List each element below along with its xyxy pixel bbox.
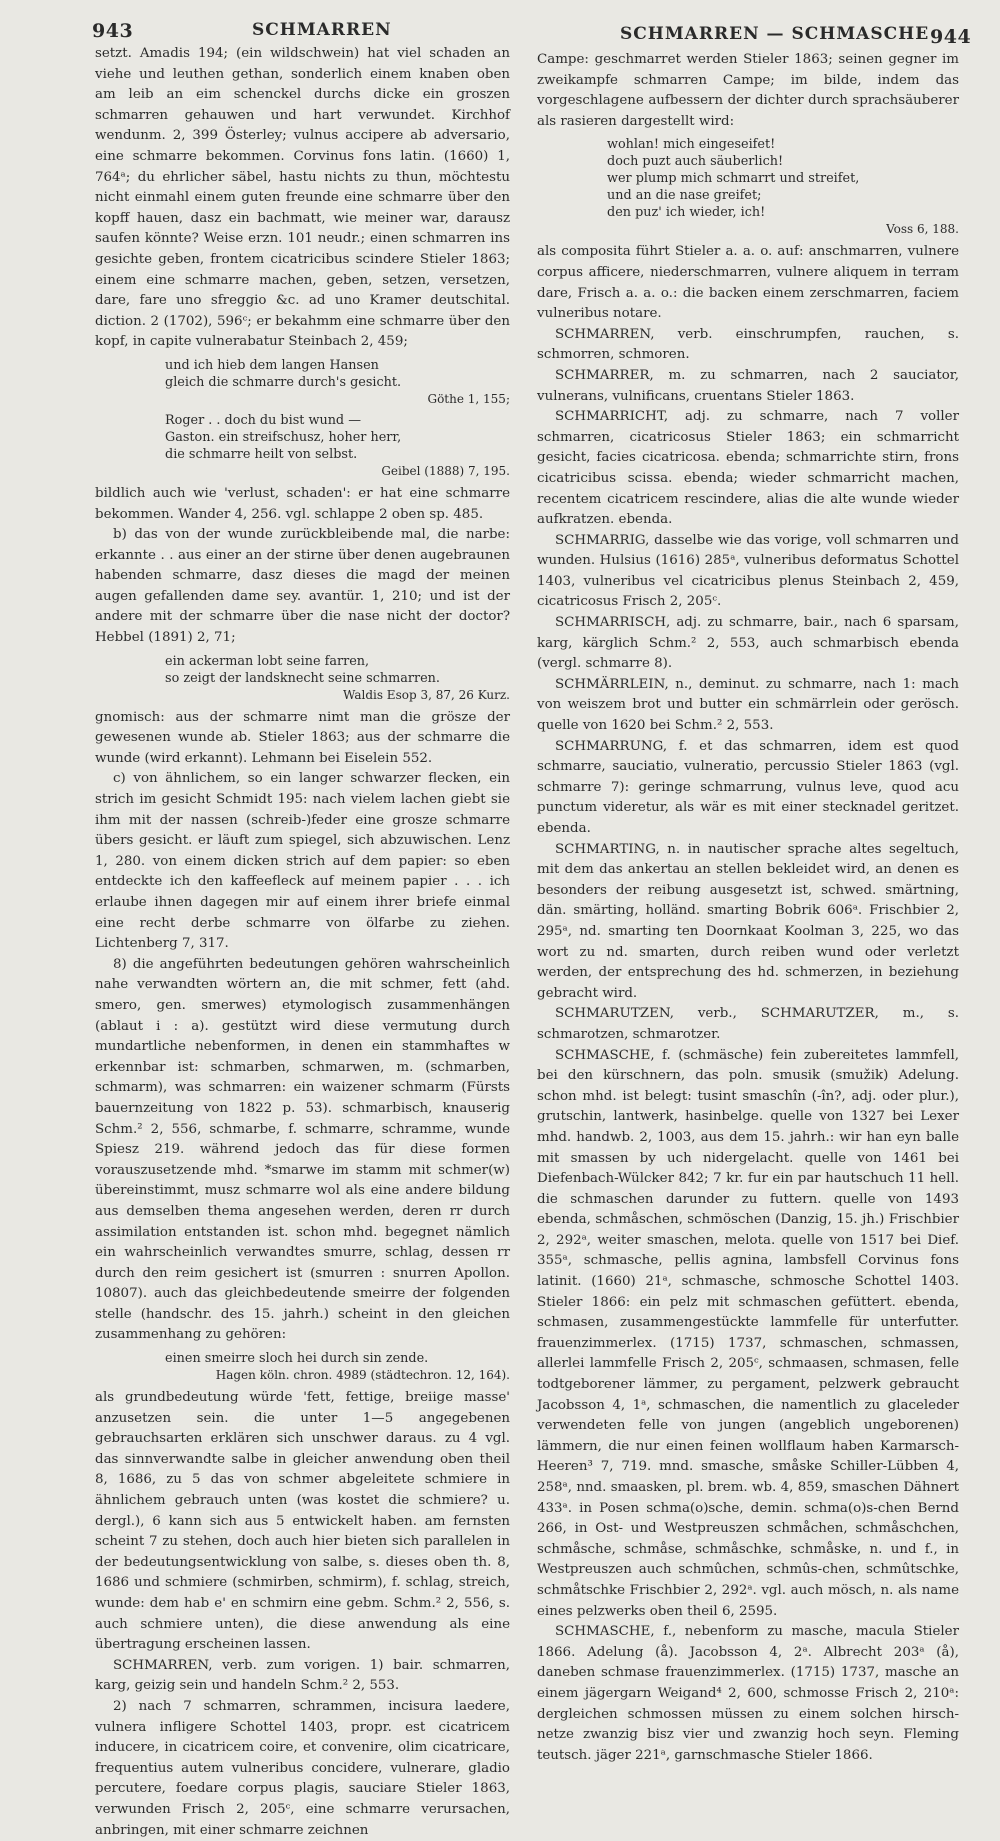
verse-quote bbox=[95, 653, 510, 704]
verse-source: Göthe 1, 155; bbox=[427, 391, 510, 406]
right-page-number: 944 bbox=[930, 26, 972, 48]
dictionary-entry: SCHMÄRRLEIN, n., deminut. zu schmarre, nach 1: mach von weiszem brot und butter ein schmärrlein oder gerösch. quelle von 1620 bei Schm.² 2, 553. bbox=[537, 676, 959, 734]
entry-paragraph: bildlich auch wie 'verlust, schaden': er hat eine schmarre bekommen. Wander 4, 256. vgl. schlappe 2 oben sp. 485. bbox=[95, 485, 510, 522]
left-column bbox=[95, 44, 510, 1841]
dictionary-entry: SCHMASCHE, f., nebenform zu masche, macula Stieler 1866. Adelung (å). Jacobsson 4, 2ᵃ. Albrecht 203ᵃ (å), daneben schmase frauenzimmerlex. (1715) 1737, masche an einem jägergarn Weigand⁴ 2, 600, schmosse Frisch 2, 210ᵃ: dergleichen schmossen müssen zu einem solchen hirsch-netze zwanzig bisz vier und zwanzig hoch seyn. Fleming teutsch. jäger 221ᵃ, garnschmasche Stieler 1866. bbox=[537, 1624, 959, 1763]
right-running-head: SCHMARREN — SCHMASCHE bbox=[620, 24, 930, 44]
verse-quote bbox=[95, 1350, 510, 1384]
verse-source: Geibel (1888) 7, 195. bbox=[381, 463, 510, 478]
entry-paragraph: gnomisch: aus der schmarre nimt man die grösze der gewesenen wunde ab. Stieler 1863; aus der schmarre die wunde (wird erkannt). Lehmann bei Eiselein 552. bbox=[95, 709, 510, 766]
verse-source: Hagen köln. chron. 4989 (städtechron. 12, 164). bbox=[215, 1368, 510, 1383]
verse-text: ein ackerman lobt seine farren, so zeigt der landsknecht seine schmarren. bbox=[165, 653, 440, 686]
right-column bbox=[537, 50, 959, 1766]
dictionary-entry: SCHMARRER, m. zu schmarren, nach 2 sauciator, vulnerans, vulnificans, cruentans Stieler 1863. bbox=[537, 367, 959, 404]
entry-paragraph: 2) nach 7 schmarren, schrammen, incisura laedere, vulnera infligere Schottel 1403, propr. est cicatricem inducere, in cicatricem coire, et convenire, olim cicatricare, frequentius autem vulneribus concidere, vulnerare, gladio percutere, foedare corpus plagis, sauciare Stieler 1863, verwunden Frisch 2, 205ᶜ, eine schmarre verursachen, anbringen, mit einer schmarre zeichnen bbox=[95, 1698, 510, 1838]
dictionary-entry: SCHMARREN, verb. einschrumpfen, rauchen, s. schmorren, schmoren. bbox=[537, 326, 959, 363]
verse-quote bbox=[95, 412, 510, 480]
left-running-head: SCHMARREN bbox=[252, 20, 392, 40]
entry-paragraph: als grundbedeutung würde 'fett, fettige, breiige masse' anzusetzen sein. die unter 1—5 angegebenen gebrauchsarten erklären sich unschwer daraus. zu 4 vgl. das sinnverwandte salbe in gleicher anwendung oben theil 8, 1686, zu 5 das von schmer abgeleitete schmiere in ähnlichem gebrauch unten (was kostet die schmiere? u. dergl.), 6 kann sich aus 5 entwickelt haben. am fernsten scheint 7 zu stehen, doch auch hier bieten sich parallelen in der bedeutungsentwicklung von salbe, s. dieses oben th. 8, 1686 und schmiere (schmirben, schmirm), f. schlag, streich, wunde: dem hab e' en schmirn eine gebm. Schm.² 2, 556, s. auch schmiere unten), die diese anwendung als eine übertragung erscheinen lassen. bbox=[95, 1390, 510, 1653]
verse-text: und ich hieb dem langen Hansen gleich die schmarre durch's gesicht. bbox=[165, 357, 402, 390]
dictionary-entry: SCHMARUTZEN, verb., SCHMARUTZER, m., s. schmarotzen, schmarotzer. bbox=[537, 1006, 959, 1042]
entry-paragraph: 8) die angeführten bedeutungen gehören wahrscheinlich nahe verwandten wörtern an, die mit schmer, fett (ahd. smero, gen. smerwes) etymologisch zusammenhängen (ablaut i : a). gestützt wird diese vermutung durch mundartliche nebenformen, in denen ein stammhaftes w erkennbar ist: schmarben, schmarwen, m. (schmarben, schmarm), was schmarren: ein waizener schmarm (Fürsts bauernzeitung von 1822 p. 53). schmarbisch, knauserig Schm.² 2, 556, schmarbe, f. schmarre, schramme, wunde Spiesz 219. während jedoch das für diese formen vorauszusetzende mhd. *smarwe im stamm mit schmer(w) übereinstimmt, musz schmarre wol als eine andere bildung aus demselben thema angesehen werden, deren rr durch assimilation entstanden ist. schon mhd. begegnet nämlich ein wahrscheinlich verwandtes smurre, schlag, dessen rr durch den reim gesichert ist (smurren : snurren Apollon. 10807). auch das gleichbedeutende smeirre der folgenden stelle (handschr. des 15. jahrh.) scheint in den gleichen zusammenhang zu gehören: bbox=[95, 956, 510, 1343]
entry-paragraph: Campe: geschmarret werden Stieler 1863; seinen gegner im zweikampfe schmarren Campe; im bilde, indem das vorgeschlagene aufbessern der dichter durch sprachsäuberer als rasieren dargestellt wird: bbox=[537, 52, 959, 129]
dictionary-entry: SCHMARRISCH, adj. zu schmarre, bair., nach 6 sparsam, karg, kärglich Schm.² 2, 553, auch schmarbisch ebenda (vergl. schmarre 8). bbox=[537, 615, 959, 672]
entry-paragraph: b) das von der wunde zurückbleibende mal, die narbe: erkannte . . aus einer an der stirne über denen augebraunen habenden schmarre, dasz dieses die magd der meinen augen gefallenden dame sey. avantür. 1, 210; und ist der andere mit der schmarre über die nase nicht der doctor? Hebbel (1891) 2, 71; bbox=[95, 527, 510, 646]
dictionary-entry: SCHMARRUNG, f. et das schmarren, idem est quod schmarre, sauciatio, vulneratio, percussio Stieler 1863 (vgl. schmarre 7): geringe schmarrung, vulnus leve, quod acu punctum videretur, als wär es mit einer stecknadel geritzet. ebenda. bbox=[537, 738, 959, 836]
dictionary-entry: SCHMARTING, n. in nautischer sprache altes segeltuch, mit dem das ankertau an stellen bekleidet wird, an denen es besonders der reibung ausgesetzt ist, schwed. smärtning, dän. smärting, holländ. smarting Bobrik 606ᵃ. Frischbier 2, 295ᵃ, nd. smarting ten Doornkaat Koolman 3, 225, wo das wort zu nd. smarten, durch reiben wund oder verletzt werden, der entsprechung des hd. schmerzen, in beziehung gebracht wird. bbox=[537, 841, 959, 1001]
dictionary-entry: SCHMARRICHT, adj. zu schmarre, nach 7 voller schmarren, cicatricosus Stieler 1863; ein schmarricht gesicht, facies cicatricosa. ebenda; schmarrichte stirn, frons cicatricibus scissa. ebenda; wieder schmarricht machen, recentem cicatricem rescindere, alias die alte wunde wieder aufkratzen. ebenda. bbox=[537, 409, 959, 528]
verse-text: wohlan! mich eingeseifet! doch puzt auch säuberlich! wer plump mich schmarrt und streifet, und an die nase greifet; den puz' ich wieder, ich! bbox=[607, 137, 860, 221]
left-page-number: 943 bbox=[92, 20, 134, 42]
verse-source: Waldis Esop 3, 87, 26 Kurz. bbox=[343, 687, 510, 702]
dictionary-entry: SCHMARREN, verb. zum vorigen. 1) bair. schmarren, karg, geizig sein und handeln Schm.² 2, 553. bbox=[95, 1657, 510, 1694]
verse-source: Voss 6, 188. bbox=[886, 222, 959, 237]
dictionary-entry: SCHMASCHE, f. (schmäsche) fein zubereitetes lammfell, bei den kürschnern, das poln. smusik (smužik) Adelung. schon mhd. ist belegt: tusint smaschîn (-în?, adj. oder plur.), grutschin, lantwerk, hasinbelge. quelle von 1327 bei Lexer mhd. handwb. 2, 1003, aus dem 15. jahrh.: wir han eyn balle mit smassen by uch nidergelacht. quelle von 1461 bei Diefenbach-Wülcker 842; 7 kr. fur ein par hautschuch 11 hell. die schmaschen darunder zu futtern. quelle von 1493 ebenda, schmåschen, schmöschen (Danzig, 15. jh.) Frischbier 2, 292ᵃ, weiter smaschen, melota. quelle von 1517 bei Dief. 355ᵃ, schmasche, pellis agnina, lambsfell Corvinus fons latinit. (1660) 21ᵃ, schmasche, schmosche Schottel 1403. Stieler 1866: ein pelz mit schmaschen gefüttert. ebenda, schmasen, zusammengestückte lammfelle für unterfutter. frauenzimmerlex. (1715) 1737, schmaschen, schmassen, allerlei lammfelle Frisch 2, 205ᶜ, schmaasen, schmasen, felle todtgeborener lämmer, zu pergament, pelzwerk gebraucht Jacobsson 4, 1ᵃ, schmaschen, die namentlich zu glaceleder verwendeten felle von jungen (angeblich ungeborenen) lämmern, die nur einen feinen wollflaum haben Karmarsch-Heeren³ 7, 719. mnd. smasche, småske Schiller-Lübben 4, 258ᵃ, nnd. smaasken, pl. brem. wb. 4, 859, smaschen Dähnert 433ᵃ. in Posen schma(o)sche, demin. schma(o)s-chen Bernd 266, in Ost- und Westpreuszen schmåchen, schmåschchen, schmåsche, schmåse, schmåschke, schmåske, n. und f., in Westpreuszen auch schmûchen, schmûs-chen, schmûtschke, schmåtschke Frischbier 2, 292ᵃ. vgl. auch mösch, n. als name eines pelzwerks oben theil 6, 2595. bbox=[537, 1047, 959, 1619]
entry-paragraph: als composita führt Stieler a. a. o. auf: anschmarren, vulnere corpus afficere, niederschmarren, vulnere aliquem in terram dare, Frisch a. a. o.: die backen einem zerschmarren, faciem vulneribus notare. bbox=[537, 244, 959, 322]
verse-quote bbox=[537, 136, 959, 238]
verse-text: einen smeirre sloch hei durch sin zende. bbox=[165, 1351, 429, 1367]
verse-quote bbox=[95, 357, 510, 408]
page-header bbox=[0, 14, 1000, 48]
verse-text: Roger . . doch du bist wund — Gaston. ein streifschusz, hoher herr, die schmarre heilt von selbst. bbox=[165, 412, 402, 462]
dictionary-entry: SCHMARRIG, dasselbe wie das vorige, voll schmarren und wunden. Hulsius (1616) 285ᵃ, vulneribus deformatus Schottel 1403, vulneribus vel cicatricibus plenus Steinbach 2, 459, cicatricosus Frisch 2, 205ᶜ. bbox=[537, 532, 959, 610]
entry-paragraph: c) von ähnlichem, so ein langer schwarzer flecken, ein strich im gesicht Schmidt 195: nach vielem lachen giebt sie ihm mit der nassen (schreib-)feder eine grosze schmarre übers gesicht. er läuft zum spiegel, sich abzuwischen. Lenz 1, 280. von einem dicken strich auf dem papier: so eben entdeckte ich den kaffeefleck auf meinem papier . . . ich erlaube ihnen dagegen mir auf einem ihrer briefe einmal eine recht derbe schmarre von ölfarbe zu ziehen. Lichtenberg 7, 317. bbox=[95, 771, 510, 952]
entry-paragraph: setzt. Amadis 194; (ein wildschwein) hat viel schaden an viehe und leuthen gethan, sonderlich einem knaben oben am leib an eim schenckel durchs dicke ein groszen schmarren gehauwen und hart verwundet. Kirchhof wendunm. 2, 399 Österley; vulnus accipere ab adversario, eine schmarre bekommen. Corvinus fons latin. (1660) 1, 764ᵃ; du ehrlicher säbel, hastu nichts zu thun, möchtestu nicht einmahl einem guten freunde eine schmarre über den kopff hauen, dasz ein bachmatt, wie meiner war, darausz saufen könnte? Weise erzn. 101 neudr.; einen schmarren ins gesichte geben, frontem cicatricibus scindere Stieler 1863; einem eine schmarre machen, geben, setzen, versetzen, dare, fare uno sfreggio &c. ad uno Kramer deutschital. diction. 2 (1702), 596ᶜ; er bekahmm eine schmarre über den kopf, in capite vulnerabatur Steinbach 2, 459; bbox=[95, 46, 510, 350]
